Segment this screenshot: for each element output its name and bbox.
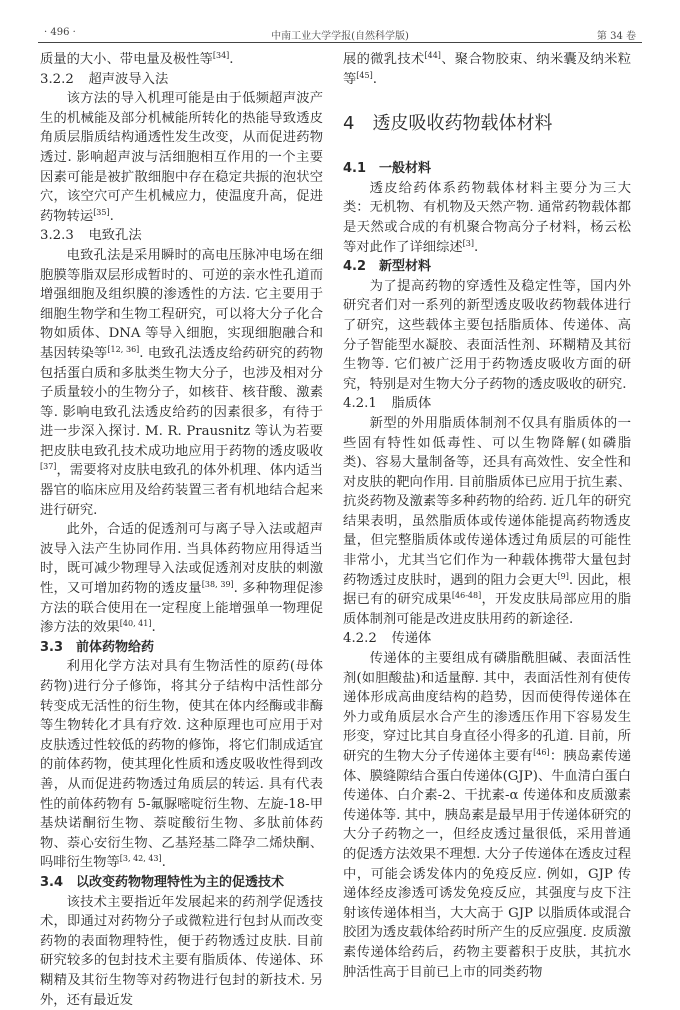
text-run: .: [151, 620, 156, 636]
paragraph: [343, 50, 631, 89]
citation-ref: [3]: [462, 238, 475, 248]
paragraph: [40, 893, 323, 1010]
text-run: .: [109, 208, 114, 224]
subsection-heading: [343, 257, 631, 277]
text-run: 质量的大小、带电量及极性等: [40, 52, 213, 67]
subsubsection-heading: [40, 70, 323, 90]
citation-ref: [37]: [40, 462, 57, 472]
text-run: ，开发皮肤局部应用的脂质体制剂可能是改进皮肤用药的新途径.: [343, 592, 632, 627]
section-heading: [343, 111, 631, 137]
subsubsection-heading: [343, 629, 631, 649]
heading-number: 3.2.3: [40, 228, 74, 244]
right-column: [343, 50, 631, 982]
citation-ref: [46-48]: [451, 591, 482, 601]
heading-title: 传递体: [391, 631, 432, 647]
text-run: 该方法的导入机理可能是由于低频超声波产生的机械能及部分机械能所转化的热能导致透皮角质层脂质结构通透性发生改变，从而促进药物透过. 影响超声波与活细胞相互作用的一个主要因素可能是被扩散细胞中存在稳定共振的泡状空穴，该空穴可产生机械应力，使温度升高，促进药物转运: [40, 91, 323, 224]
paragraph: [343, 414, 631, 630]
heading-number: 4.2: [343, 259, 367, 275]
paragraph: [343, 277, 631, 395]
text-run: 展的微乳技术: [343, 52, 425, 67]
text-run: 传递体的主要组成有磷脂酰胆碱、表面活性剂(如胆酸盐)和适量醇. 其中，表面活性剂有使传递体形成高曲度结构的趋势，因而使得传递体在外力或角质层水合产生的渗透压作用下容易发生形变，穿过比其自身直径小得多的孔道. 目前，所研究的生物大分子传递体主要有: [343, 651, 631, 764]
subsection-heading: [40, 873, 323, 893]
left-column: [40, 50, 323, 1010]
text-run: 、聚合物胶束、纳米囊及纳米粒等: [343, 52, 632, 87]
text-run: 透皮给药体系药物载体材料主要分为三大类：无机物、有机物及天然产物. 通常药物载体都是天然或合成的有机聚合物高分子材料，杨云松等对此作了详细综述: [343, 180, 631, 255]
text-run: 此外，合适的促透剂可与离子导入法或超声波导入法产生协同作用. 当具体药物应用得适当时，既可减少物理导入法或促透剂对皮肤的刺激性，又可增加药物的透皮量: [40, 522, 323, 597]
heading-title: 以改变药物物理特性为主的促透技术: [76, 874, 285, 890]
citation-ref: [3, 42, 43]: [119, 854, 162, 864]
text-run: 新型的外用脂质体制剂不仅具有脂质体的一些固有特性如低毒性、可以生物降解(如磷脂类)、容易大量制备等，还具有高效性、安全性和对皮肤的靶向作用. 目前脂质体已应用于抗生素、抗炎药物及激素等多种药物的给药. 近几年的研究结果表明，虽然脂质体或传递体能提高药物透皮量，但完整脂质体或传递体透过角质层的可能性非常小，尤其当它们作为一种载体携带大量包封药物透过皮肤时，遇到的阻力会更大: [343, 415, 631, 588]
citation-ref: [34]: [212, 51, 230, 60]
heading-number: 4.1: [343, 161, 367, 177]
heading-title: 透皮吸收药物载体材料: [372, 113, 553, 135]
heading-number: 4.2.2: [343, 631, 377, 647]
subsubsection-heading: [343, 394, 631, 414]
citation-ref: [44]: [424, 51, 441, 60]
heading-number: 3.2.2: [40, 71, 74, 87]
text-run: .: [229, 52, 234, 67]
heading-title: 前体药物给药: [76, 639, 155, 655]
paragraph: [40, 657, 323, 873]
volume-label: 第 34 卷: [596, 31, 636, 42]
text-run: ，需要将对皮肤电致孔的体外机理、体内适当器官的临床应用及给药装置三者有机地结合起来进行研究.: [40, 463, 323, 518]
text-run: .: [372, 71, 377, 87]
paragraph: [40, 89, 323, 226]
journal-title: 中南工业大学学报(自然科学版): [271, 31, 409, 42]
heading-number: 4.2.1: [343, 396, 377, 412]
heading-title: 脂质体: [391, 396, 432, 412]
heading-title: 电致孔法: [88, 228, 142, 244]
citation-ref: [40, 41]: [119, 619, 152, 629]
citation-ref: [12, 36]: [107, 344, 140, 354]
paragraph: [40, 50, 323, 70]
heading-number: 3.3: [40, 639, 64, 655]
text-run: ：胰岛素传递体、膜缝隙结合蛋白传递体(GJP)、牛血清白蛋白传递体、白介素-2、干扰素-α 传递体和皮质激素传递体等. 其中，胰岛素是最早用于传递体研究的大分子药物之一，但经皮透过量很低，采用普通的促透方法效果不理想. 大分子传递体在透皮过程中，可能会诱发体内的免疫反应. 例如，GJP 传递体经皮渗透可诱发免疫反应，其强度与皮下注射该传递体相当，大大高于 GJP 以脂质体或混合胶团为透皮载体给药时所产生的反应强度. 皮质激素传递体给药后，药物主要蓄积于皮肤，其抗水肿活性高于目前已上市的同类药物: [343, 749, 632, 980]
heading-title: 一般材料: [379, 161, 432, 177]
heading-title: 新型材料: [379, 259, 432, 275]
citation-ref: [9]: [557, 571, 569, 581]
subsection-heading: [343, 159, 631, 179]
text-run: . 多种物理促渗方法的联合使用在一定程度上能增强单一物理促渗方法的效果: [40, 581, 323, 636]
text-run: 电致孔法是采用瞬时的高电压脉冲电场在细胞膜等脂双层形成暂时的、可逆的亲水性孔道而增强细胞及组织膜的渗透性的方法. 它主要用于细胞生物学和生物工程研究，可以将大分子化合物如质体、DNA 等导入细胞，实现细胞融合和基因转染等: [40, 247, 323, 361]
paragraph: [343, 179, 631, 257]
heading-title: 超声波导入法: [88, 71, 169, 87]
subsection-heading: [40, 638, 323, 658]
heading-number: 4: [343, 113, 355, 135]
text-run: . 电致孔法透皮给药研究的药物包括蛋白质和多肽类生物大分子，也涉及相对分子质量较小的生物分子，如核苷、核苷酸、激素等. 影响电致孔法透皮给药的因素很多，有待于进一步深入探讨. M. R. Prausnitz 等认为若要把皮肤电致孔技术成功地应用于药物的透皮吸收: [40, 345, 324, 459]
text-run: .: [474, 239, 479, 255]
subsubsection-heading: [40, 226, 323, 246]
page-number: · 496 ·: [44, 27, 76, 38]
text-run: 利用化学方法对具有生物活性的原药(母体药物)进行分子修饰，将其分子结构中活性部分转变成无活性的衍生物，使其在体内经酶或非酶等生物转化才具有疗效. 这种原理也可应用于对皮肤透过性较低的药物的修饰，将它们制成适宜的前体药物，使其理化性质和透皮吸收性得到改善，从而促进药物透过角质层的转运. 具有代表性的前体药物有 5-氟脲嘧啶衍生物、左旋-18-甲基炔诺酮衍生物、萘啶酸衍生物、多肽前体药物、萘心安衍生物、乙基羟基二降孕二烯炔酮、吗啡衍生物等: [40, 659, 323, 871]
text-run: 该技术主要指近年发展起来的药剂学促透技术，即通过对药物分子或微粒进行包封从而改变药物的表面物理特性，便于药物透过皮肤. 目前研究较多的包封技术主要有脂质体、传递体、环糊精及其衍生物等对药物进行包封的新技术. 另外，还有最近发: [40, 894, 323, 1008]
paragraph: [343, 649, 631, 982]
text-run: .: [161, 855, 166, 871]
text-run: . 因此，根据已有的研究成果: [343, 572, 631, 608]
text-run: 为了提高药物的穿透性及稳定性等，国内外研究者们对一系列的新型透皮吸收药物载体进行了研究，这些载体主要包括脂质体、传递体、高分子智能型水凝胶、表面活性剂、环糊精及其衍生物等. 它们被广泛用于药物透皮吸收方面的研究，特别是对生物大分子药物的透皮吸收的研究.: [343, 278, 631, 392]
citation-ref: [45]: [356, 70, 373, 80]
citation-ref: [38, 39]: [201, 580, 234, 590]
paragraph: [40, 246, 323, 520]
heading-number: 3.4: [40, 874, 64, 890]
running-header: [38, 24, 642, 43]
paragraph: [40, 520, 323, 638]
citation-ref: [46]: [533, 748, 550, 757]
citation-ref: [35]: [93, 207, 110, 217]
